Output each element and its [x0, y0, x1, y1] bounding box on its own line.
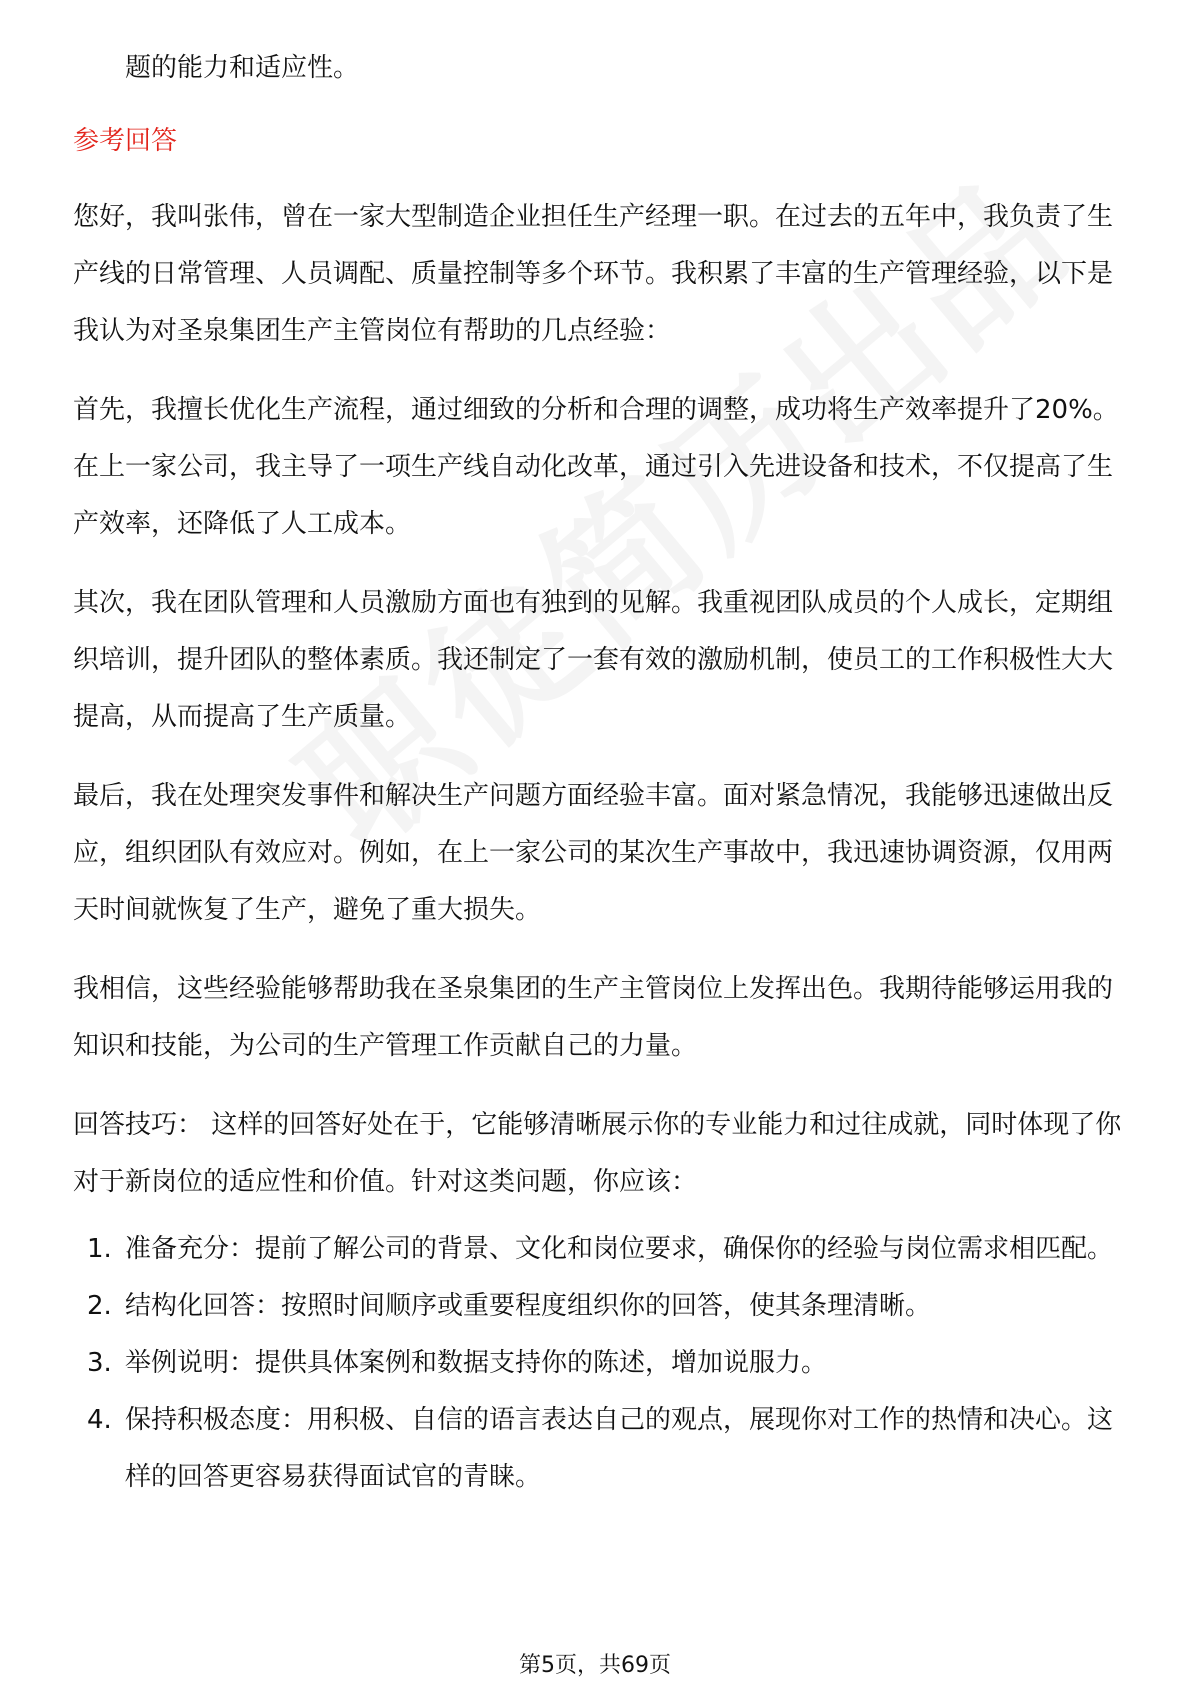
page-footer: 第5页，共69页	[519, 1653, 671, 1678]
list-item	[73, 1278, 1133, 1335]
list-item	[73, 1221, 1133, 1278]
list-number: 4.	[87, 1405, 112, 1435]
list-item	[73, 1392, 1133, 1506]
list-item	[73, 1335, 1133, 1392]
intro-continuation: 题的能力和适应性。	[125, 53, 360, 83]
answer-paragraph: 最后，我在处理突发事件和解决生产问题方面经验丰富。面对紧急情况，我能够迅速做出反应，组织团队有效应对。例如，在上一家公司的某次生产事故中，我迅速协调资源，仅用两天时间就恢复了生产，避免了重大损失。	[73, 781, 1114, 925]
list-item-text: 举例说明：提供具体案例和数据支持你的陈述，增加说服力。	[125, 1348, 828, 1378]
section-heading: 参考回答	[73, 126, 178, 156]
list-number: 3.	[87, 1348, 112, 1378]
tips-intro: 回答技巧： 这样的回答好处在于，它能够清晰展示你的专业能力和过往成就，同时体现了你对于新岗位的适应性和价值。针对这类问题，你应该：	[73, 1110, 1122, 1197]
list-item-text: 准备充分：提前了解公司的背景、文化和岗位要求，确保你的经验与岗位需求相匹配。	[125, 1234, 1114, 1264]
page-content	[73, 40, 1133, 1506]
answer-paragraph: 您好，我叫张伟，曾在一家大型制造企业担任生产经理一职。在过去的五年中，我负责了生产线的日常管理、人员调配、质量控制等多个环节。我积累了丰富的生产管理经验，以下是我认为对圣泉集团生产主管岗位有帮助的几点经验：	[73, 202, 1114, 346]
list-number: 1.	[87, 1234, 112, 1264]
tips-list	[73, 1221, 1133, 1506]
list-item-text: 结构化回答：按照时间顺序或重要程度组织你的回答，使其条理清晰。	[125, 1291, 932, 1321]
answer-paragraph: 我相信，这些经验能够帮助我在圣泉集团的生产主管岗位上发挥出色。我期待能够运用我的知识和技能，为公司的生产管理工作贡献自己的力量。	[73, 974, 1114, 1061]
answer-paragraph: 其次，我在团队管理和人员激励方面也有独到的见解。我重视团队成员的个人成长，定期组织培训，提升团队的整体素质。我还制定了一套有效的激励机制，使员工的工作积极性大大提高，从而提高了生产质量。	[73, 588, 1114, 732]
answer-paragraph: 首先，我擅长优化生产流程，通过细致的分析和合理的调整，成功将生产效率提升了20%。在上一家公司，我主导了一项生产线自动化改革，通过引入先进设备和技术，不仅提高了生产效率，还降低了人工成本。	[73, 395, 1119, 539]
list-number: 2.	[87, 1291, 112, 1321]
list-item-text: 保持积极态度：用积极、自信的语言表达自己的观点，展现你对工作的热情和决心。这样的回答更容易获得面试官的青睐。	[125, 1405, 1114, 1492]
